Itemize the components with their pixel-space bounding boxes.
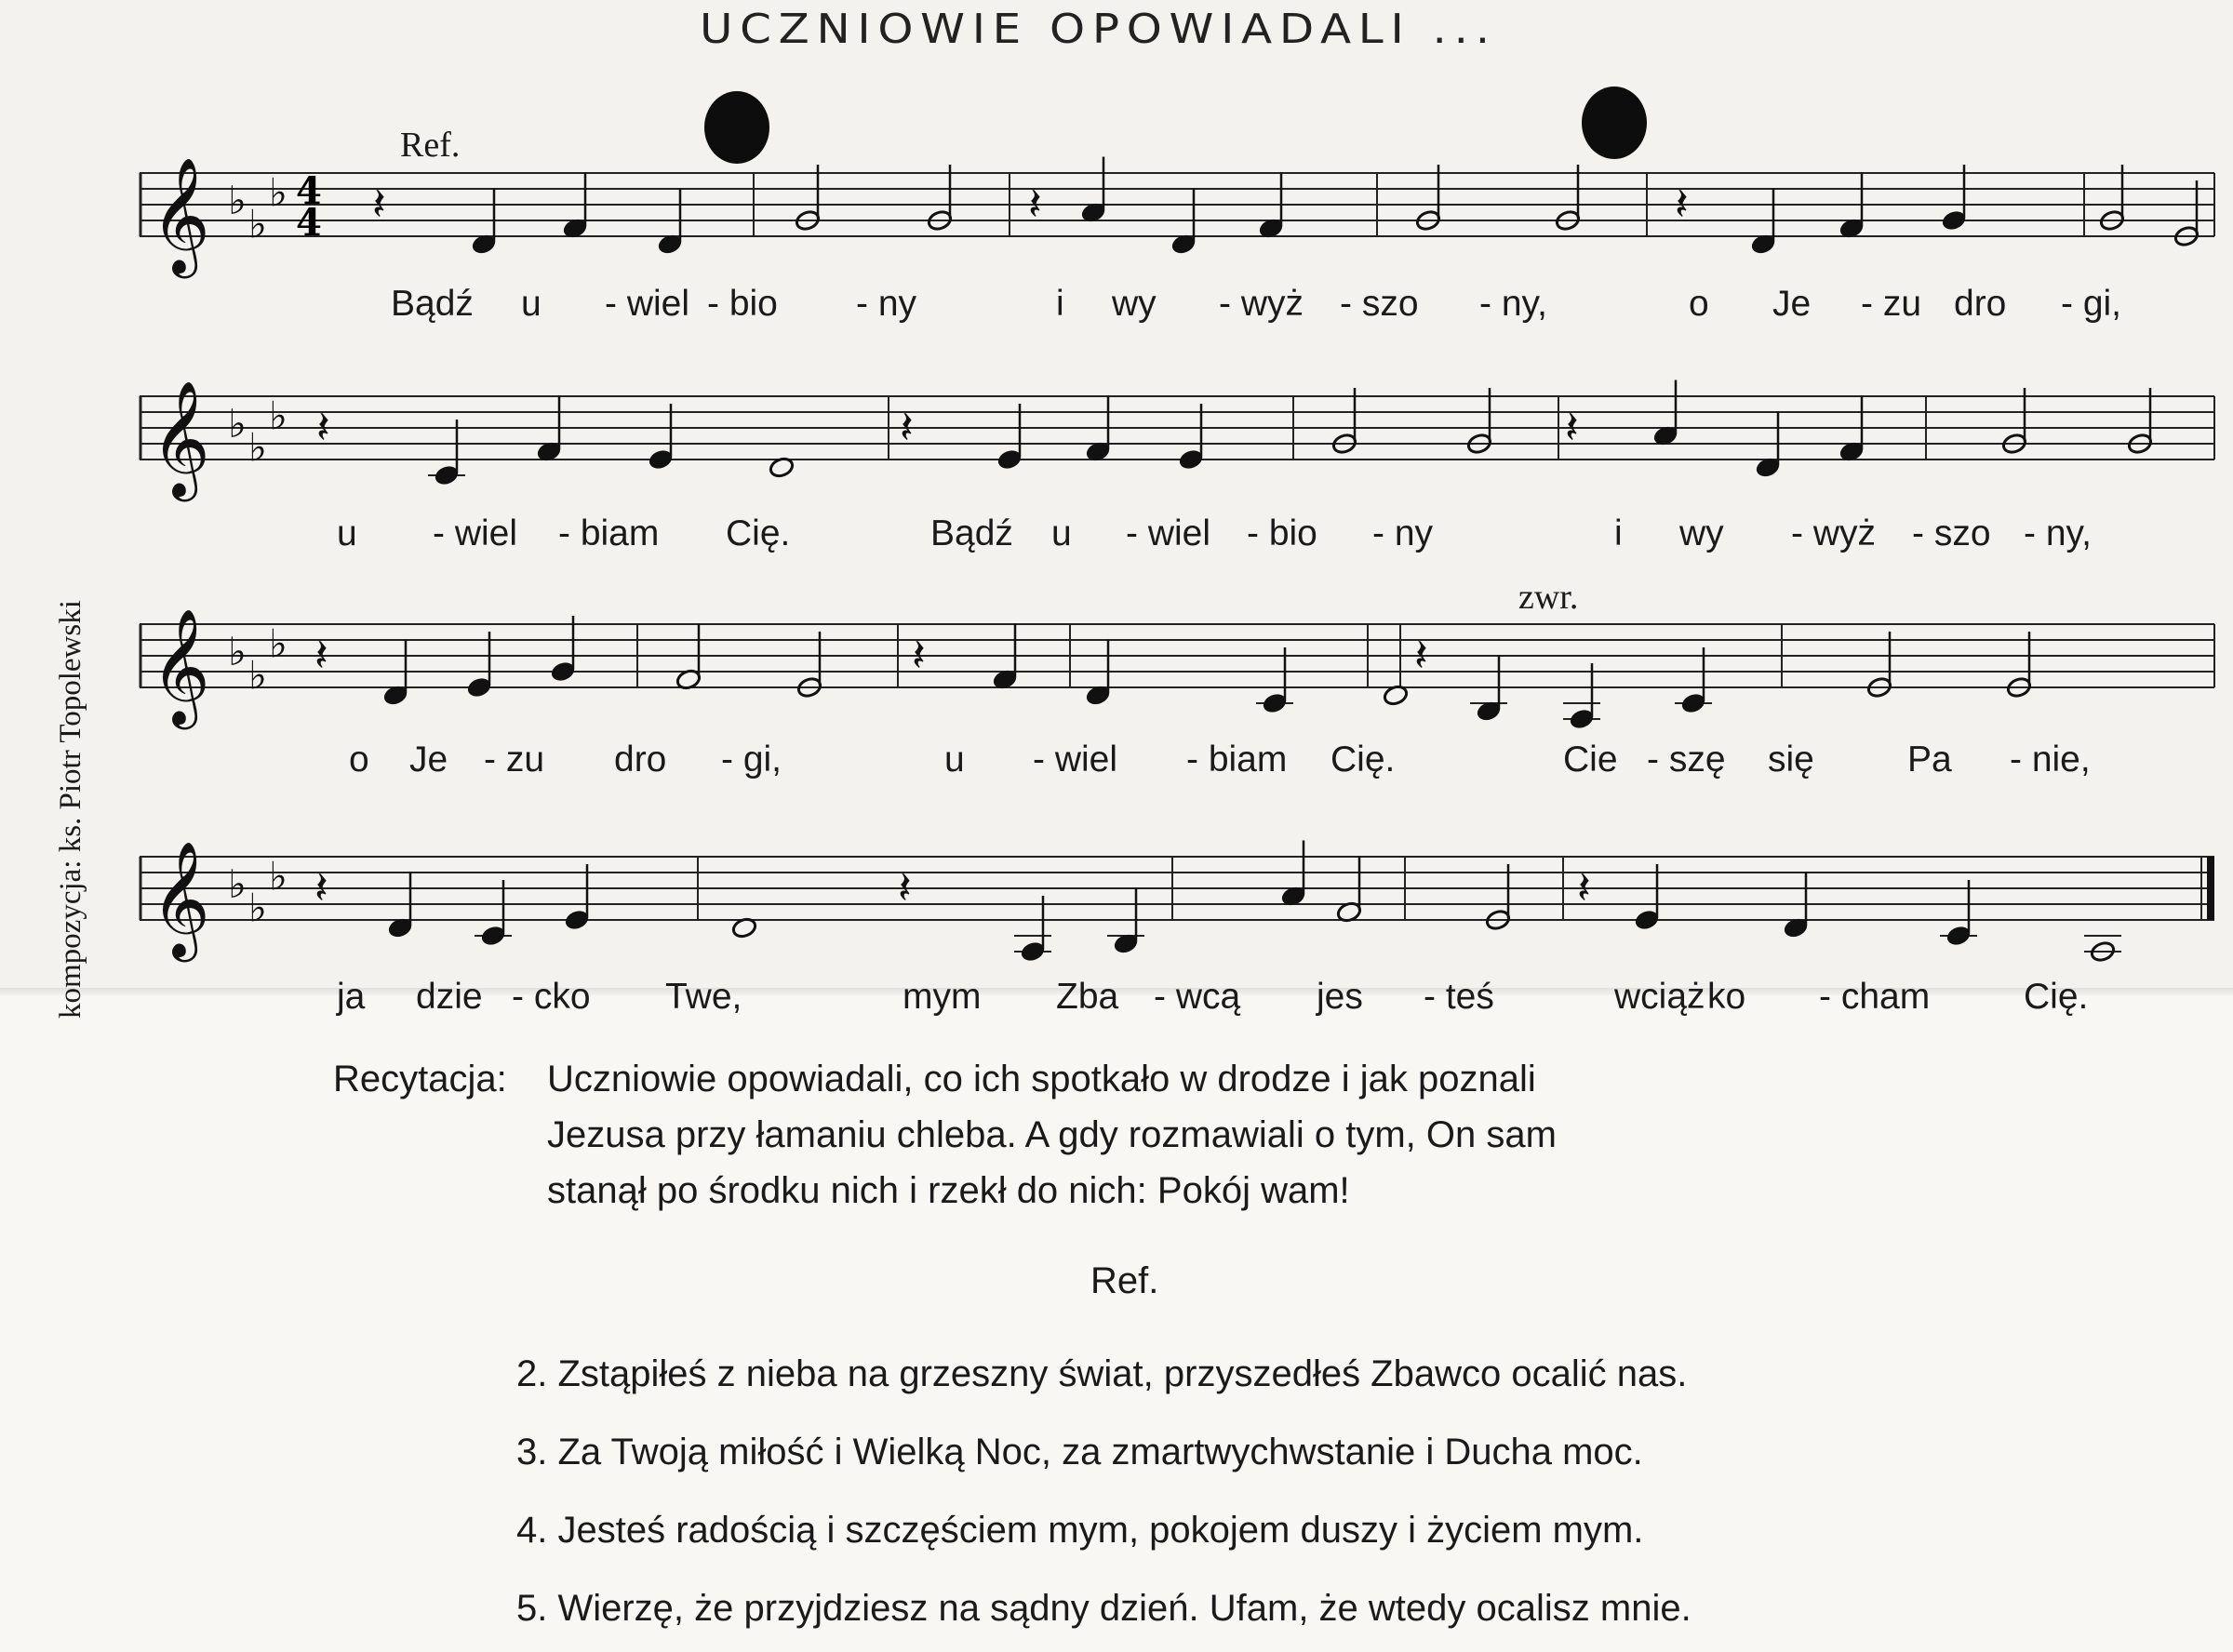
lyric-syllable: - wiel xyxy=(1033,739,1118,779)
lyric-syllable: - ny xyxy=(856,284,917,324)
lyric-syllable: i xyxy=(1614,513,1623,553)
quarter-note xyxy=(992,624,1019,691)
lyric-syllable: - zu xyxy=(1861,284,1922,324)
lyric-syllable: - gi, xyxy=(2061,284,2122,324)
half-note xyxy=(1415,165,1442,232)
lyric-syllable: - biam xyxy=(1186,739,1288,779)
quarter-note xyxy=(1170,189,1197,256)
lyric-syllable: - cham xyxy=(1819,977,1931,1017)
lyric-syllable: - ny, xyxy=(2024,513,2092,553)
lyric-syllable: ja xyxy=(337,977,366,1017)
quarter-rest-icon: 𝄽 xyxy=(900,402,914,454)
treble-clef-icon: 𝄞 xyxy=(151,608,210,725)
verse-2: 2. Zstąpiłeś z nieba na grzeszny świat, przyszedłeś Zbawco ocalić nas. xyxy=(516,1353,1688,1394)
lyric-syllable: Zba xyxy=(1056,977,1119,1017)
lyric-syllable: Je xyxy=(409,739,448,779)
lyric-syllable: mym xyxy=(903,977,982,1017)
verse-list xyxy=(516,1353,1691,1652)
lyric-syllable: jes xyxy=(1317,977,1363,1017)
quarter-note xyxy=(564,864,591,931)
lyric-syllable: u xyxy=(521,284,542,324)
lyric-syllable: o xyxy=(1689,284,1709,324)
quarter-rest-icon: 𝄽 xyxy=(1577,862,1591,914)
quarter-note xyxy=(996,404,1023,471)
quarter-rest-icon: 𝄽 xyxy=(912,630,926,682)
quarter-note xyxy=(1107,888,1144,955)
staff-4 xyxy=(140,841,2214,957)
quarter-note xyxy=(471,189,498,256)
half-note xyxy=(2127,388,2154,455)
quarter-rest-icon: 𝄽 xyxy=(1675,179,1689,231)
quarter-note xyxy=(657,189,684,256)
half-note xyxy=(1866,632,1893,699)
quarter-note xyxy=(1652,380,1679,447)
quarter-note xyxy=(1839,173,1865,240)
half-note xyxy=(1466,388,1493,455)
lyric-syllable: - ny, xyxy=(1479,284,1547,324)
lyric-syllable: dro xyxy=(614,739,667,779)
verse-mark: zwr. xyxy=(1518,578,1579,617)
refrain-mark: Ref. xyxy=(400,126,461,165)
flat-icon: ♭ xyxy=(248,201,267,247)
lyric-syllable: - gi, xyxy=(721,739,782,779)
quarter-rest-icon: 𝄽 xyxy=(1565,402,1579,454)
handwritten-title: UCZNIOWIE OPOWIADALI ... xyxy=(700,6,1497,53)
treble-clef-icon: 𝄞 xyxy=(151,380,210,497)
lyric-syllable: się xyxy=(1768,739,1814,779)
lyric-syllable: - wiel xyxy=(433,513,518,553)
quarter-note xyxy=(387,873,414,939)
quarter-note xyxy=(1470,656,1507,723)
lyric-syllable: - wcą xyxy=(1154,977,1241,1017)
quarter-note xyxy=(1080,157,1107,224)
lyric-syllable: u xyxy=(944,739,965,779)
quarter-rest-icon: 𝄽 xyxy=(1028,179,1042,231)
quarter-note xyxy=(1014,896,1051,963)
lyric-syllable: Cię. xyxy=(2024,977,2089,1017)
quarter-rest-icon: 𝄽 xyxy=(1414,630,1428,682)
half-note xyxy=(796,632,823,699)
quarter-note xyxy=(1258,173,1285,240)
half-note xyxy=(2006,632,2033,699)
quarter-note xyxy=(536,396,563,463)
lyric-syllable: Bądź xyxy=(930,513,1013,553)
lyric-syllable: - szo xyxy=(1912,513,1991,553)
quarter-note xyxy=(428,420,465,486)
lyric-syllable: - ny xyxy=(1372,513,1434,553)
lyric-syllable: dro xyxy=(1954,284,2007,324)
flat-icon: ♭ xyxy=(269,853,287,899)
punch-hole-left xyxy=(704,91,769,164)
quarter-note xyxy=(1085,640,1112,707)
half-note xyxy=(1336,857,1363,924)
time-signature-top: 4 xyxy=(296,169,322,213)
composer-credit: kompozycja: ks. Piotr Topolewski xyxy=(54,600,87,1019)
verse-4: 4. Jesteś radością i szczęściem mym, pokojem duszy i życiem mym. xyxy=(516,1510,1644,1551)
lyric-syllable: ko xyxy=(1707,977,1746,1017)
recitation-line: Uczniowie opowiadali, co ich spotkało w drodze i jak poznali xyxy=(547,1059,1536,1099)
quarter-note xyxy=(475,880,512,947)
staff-1 xyxy=(140,157,2214,273)
quarter-note xyxy=(1839,396,1865,463)
quarter-note xyxy=(1755,412,1782,479)
flat-icon: ♭ xyxy=(228,401,247,446)
quarter-note xyxy=(382,640,409,707)
lyric-syllable: wy xyxy=(1112,284,1157,324)
half-note xyxy=(675,624,702,691)
staff-2 xyxy=(140,380,2214,497)
quarter-note xyxy=(648,404,675,471)
quarter-note xyxy=(1750,189,1777,256)
flat-icon: ♭ xyxy=(228,861,247,907)
whole-note xyxy=(2084,936,2121,963)
lyric-syllable: Bądź xyxy=(391,284,474,324)
quarter-note xyxy=(1634,864,1661,931)
lyric-syllable: - szę xyxy=(1647,739,1726,779)
quarter-rest-icon: 𝄽 xyxy=(372,179,386,231)
recitation-line: Jezusa przy łamaniu chleba. A gdy rozmawiali o tym, On sam xyxy=(547,1114,1557,1155)
half-note xyxy=(1555,165,1582,232)
quarter-note xyxy=(1563,663,1600,730)
lyric-syllable: - biam xyxy=(558,513,660,553)
lyric-syllable: - bio xyxy=(1247,513,1317,553)
quarter-note xyxy=(550,616,577,683)
quarter-note xyxy=(1280,841,1307,908)
lyric-syllable: - wyż xyxy=(1219,284,1304,324)
lyric-syllable: - teś xyxy=(1424,977,1494,1017)
lyric-syllable: - wiel xyxy=(605,284,690,324)
half-note xyxy=(2099,165,2126,232)
lyric-syllable: - wyż xyxy=(1791,513,1876,553)
quarter-rest-icon: 𝄽 xyxy=(314,862,328,914)
half-note xyxy=(2173,180,2200,247)
lyric-syllable: u xyxy=(1051,513,1072,553)
lyric-syllable: dzie xyxy=(416,977,483,1017)
flat-icon: ♭ xyxy=(228,178,247,223)
music-system-3 xyxy=(140,608,2214,767)
treble-clef-icon: 𝄞 xyxy=(151,841,210,957)
lyric-syllable: - szo xyxy=(1340,284,1419,324)
lyric-syllable: - nie, xyxy=(2010,739,2091,779)
lyric-syllable: Je xyxy=(1772,284,1812,324)
flat-icon: ♭ xyxy=(248,424,267,471)
flat-icon: ♭ xyxy=(269,169,287,216)
lyric-syllable: Pa xyxy=(1907,739,1952,779)
half-note xyxy=(927,165,954,232)
flat-icon: ♭ xyxy=(248,885,267,931)
quarter-note xyxy=(1940,880,1977,947)
lyric-syllable: u xyxy=(337,513,357,553)
lyric-syllable: - wiel xyxy=(1126,513,1211,553)
lyric-syllable: Cię. xyxy=(1330,739,1396,779)
quarter-rest-icon: 𝄽 xyxy=(314,630,328,682)
recitation-label: Recytacja: xyxy=(333,1059,507,1099)
quarter-note xyxy=(1178,404,1205,471)
verse-5: 5. Wierzę, że przyjdziesz na sądny dzień. Ufam, że wtedy ocalisz mnie. xyxy=(516,1588,1691,1629)
punch-hole-right xyxy=(1582,87,1647,159)
half-note xyxy=(2001,388,2028,455)
half-note xyxy=(1485,864,1512,931)
flat-icon: ♭ xyxy=(269,393,287,439)
lyric-syllable: - zu xyxy=(484,739,545,779)
quarter-note xyxy=(1256,647,1293,714)
flat-icon: ♭ xyxy=(248,652,267,699)
time-signature-bottom: 4 xyxy=(296,201,322,245)
lyric-syllable: Twe, xyxy=(665,977,742,1017)
verse-3: 3. Za Twoją miłość i Wielką Noc, za zmartwychwstanie i Ducha moc. xyxy=(516,1432,1643,1472)
lyric-syllable: wy xyxy=(1679,513,1724,553)
flat-icon: ♭ xyxy=(228,629,247,674)
flat-icon: ♭ xyxy=(269,620,287,667)
half-note xyxy=(795,165,822,232)
quarter-rest-icon: 𝄽 xyxy=(316,402,330,454)
treble-clef-icon: 𝄞 xyxy=(151,157,210,273)
quarter-note xyxy=(1941,165,1968,232)
recitation-line: stanął po środku nich i rzekł do nich: Pokój wam! xyxy=(547,1170,1350,1211)
quarter-rest-icon: 𝄽 xyxy=(898,862,912,914)
quarter-note xyxy=(562,173,589,240)
lyric-syllable: - bio xyxy=(707,284,778,324)
quarter-note xyxy=(466,632,493,699)
lyric-syllable: Cie xyxy=(1563,739,1618,779)
lyric-syllable: o xyxy=(349,739,369,779)
lyric-syllable: i xyxy=(1056,284,1064,324)
quarter-note xyxy=(1783,873,1810,939)
quarter-note xyxy=(1085,396,1112,463)
refrain-marker: Ref. xyxy=(1090,1260,1159,1301)
staff-3 xyxy=(140,608,2214,725)
recitation-text xyxy=(547,1051,2129,1219)
lyric-syllable: Cię. xyxy=(726,513,791,553)
half-note xyxy=(1331,388,1358,455)
lyric-syllable: - cko xyxy=(512,977,591,1017)
lyric-syllable: wciąż xyxy=(1614,977,1705,1017)
quarter-note xyxy=(1675,647,1712,714)
